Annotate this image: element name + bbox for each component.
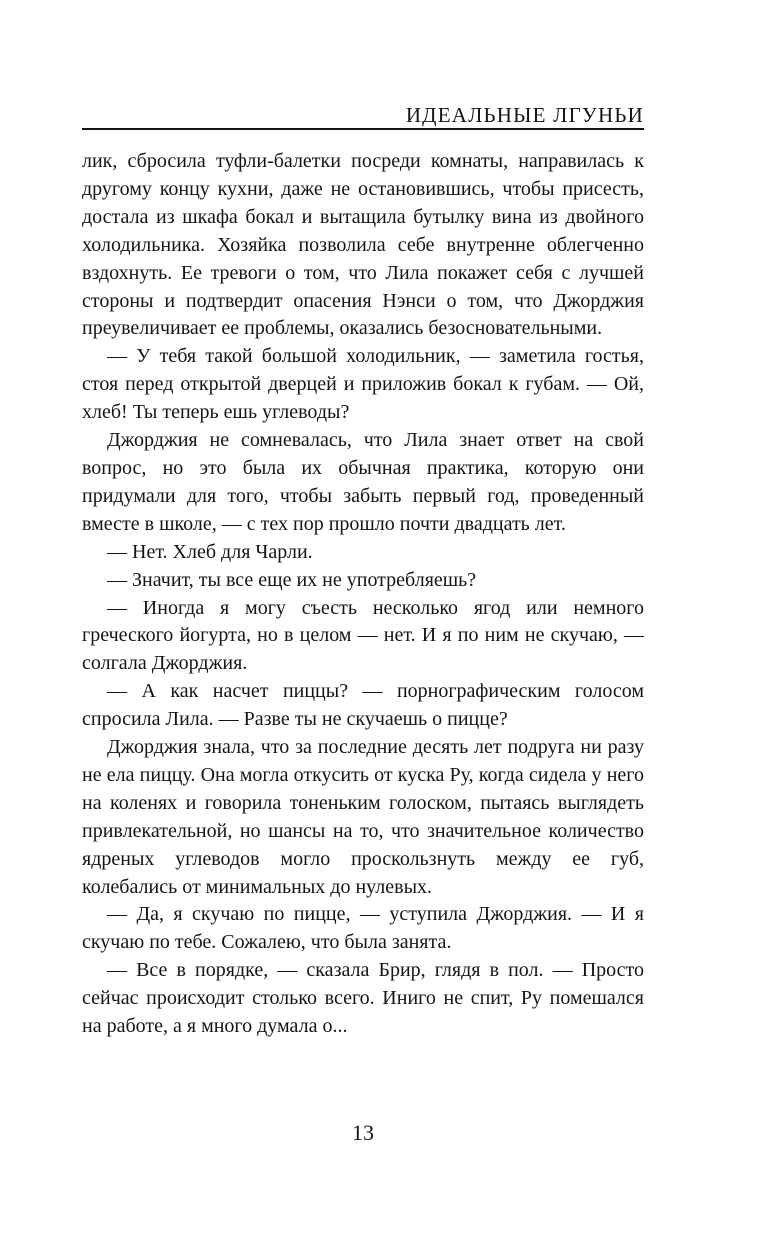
- paragraph: Джорджия не сомневалась, что Лила знает ответ на свой вопрос, но это была их обычная практика, которую они придумали для того, чтобы забыть первый год, проведенный вместе в школе, — с тех пор прошло почти двадцать лет.: [82, 429, 644, 535]
- paragraph: — Да, я скучаю по пицце, — уступила Джорджия. — И я скучаю по тебе. Сожалею, что была занята.: [82, 903, 644, 954]
- paragraph: — Нет. Хлеб для Чарли.: [107, 540, 313, 563]
- paragraph: Джорджия знала, что за последние десять лет подруга ни разу не ела пиццу. Она могла откусить от куска Ру, когда сидела у него на коленях и говорила тоненьким голоском, пытаясь выглядеть привлекательной, но шансы на то, что значительное количество ядреных углеводов могло проскользнуть между ее губ, колебались от минимальных до нулевых.: [82, 736, 644, 898]
- paragraph: — Значит, ты все еще их не употребляешь?: [107, 568, 477, 591]
- paragraph: — Иногда я могу съесть несколько ягод или немного греческого йогурта, но в целом — нет. И я по ним не скучаю, — солгала Джорджия.: [82, 596, 644, 675]
- running-header: ИДЕАЛЬНЫЕ ЛГУНЬИ: [405, 103, 644, 127]
- page-number: 13: [352, 1120, 374, 1145]
- paragraph: — У тебя такой большой холодильник, — заметила гостья, стоя перед открытой дверцей и приложив бокал к губам. — Ой, хлеб! Ты теперь ешь углеводы?: [82, 345, 644, 424]
- paragraph: — А как насчет пиццы? — порнографическим голосом спросила Лила. — Разве ты не скучаешь о пицце?: [82, 680, 644, 731]
- paragraph: лик, сбросила туфли-балетки посреди комнаты, направилась к другому концу кухни, даже не остановившись, чтобы присесть, достала из шкафа бокал и вытащила бутылку вина из двойного холодильника. Хозяйка позволила себе внутренне облегченно вздохнуть. Ее тревоги о том, что Лила покажет себя с лучшей стороны и подтвердит опасения Нэнси о том, что Джорджия преувеличивает ее проблемы, оказались безосновательными.: [82, 150, 644, 340]
- header-rule: [82, 128, 644, 130]
- paragraph: — Все в порядке, — сказала Брир, глядя в пол. — Просто сейчас происходит столько всего. Иниго не спит, Ру помешался на работе, а я много думала о...: [82, 959, 644, 1038]
- body-text: [82, 148, 644, 1041]
